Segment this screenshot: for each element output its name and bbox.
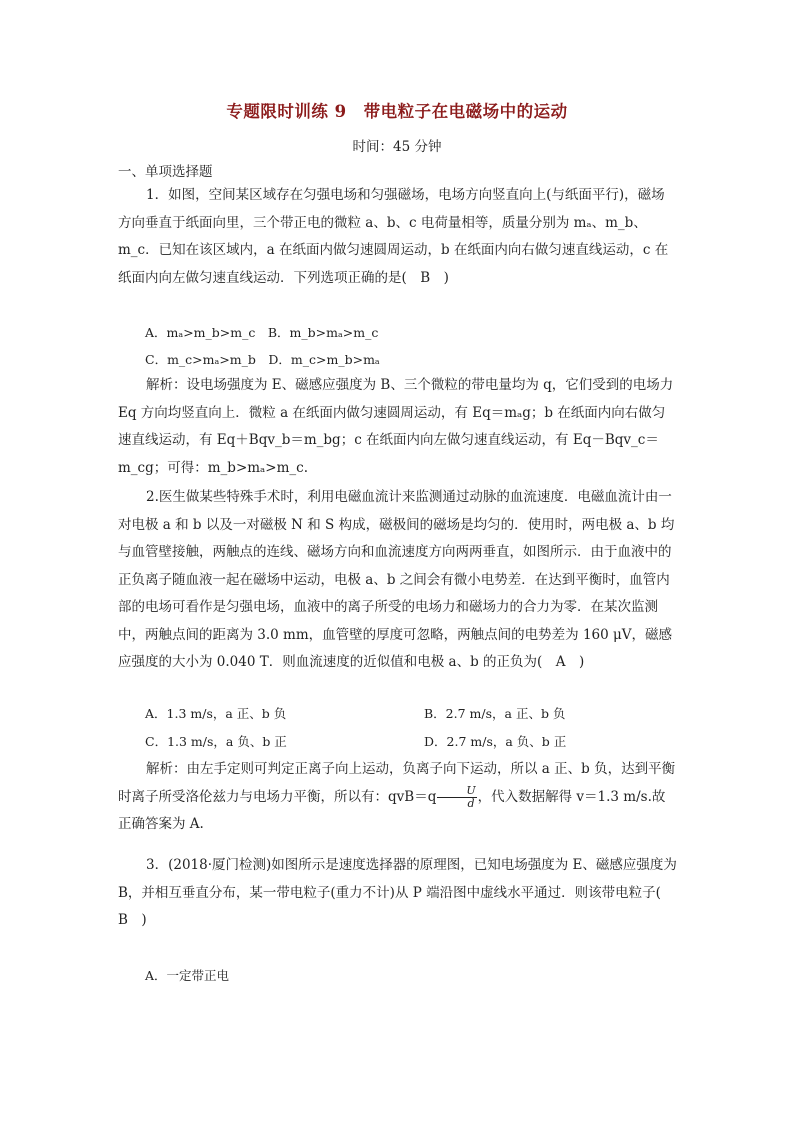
question-2-analysis	[118, 756, 678, 839]
question-2-option-b: B．2.7 m/s，a 正、b 负	[424, 706, 566, 721]
section-heading: 一、单项选择题	[118, 164, 213, 180]
question-1-stem: 1．如图，空间某区域存在匀强电场和匀强磁场，电场方向竖直向上(与纸面平行)，磁场方向垂直于纸面向里，三个带正电的微粒 a、b、c 电荷量相等，质量分别为 mₐ、m_b、m_c．已知在该区域内，a 在纸面内做匀速圆周运动，b 在纸面内向右做匀速直线运动，c 在纸面内向左做匀速直线运动．下列选项正确的是( B )	[118, 187, 669, 286]
question-2-option-d: D．2.7 m/s，a 负、b 正	[424, 734, 567, 749]
question-1-options-ab: A．mₐ>m_b>m_c B．m_b>mₐ>m_c	[145, 325, 379, 340]
question-2-analysis-text-2: ，代入数据解得 v＝1.3 m/s.故正确答案为 A.	[118, 788, 666, 832]
question-2-analysis-text-1: 解析：由左手定则可判定正离子向上运动，负离子向下运动，所以 a 正、b 负，达到平衡时离子所受洛伦兹力与电场力平衡，所以有：qvB＝q	[118, 761, 676, 805]
question-2-option-a: A．1.3 m/s，a 正、b 负	[145, 706, 287, 721]
time-limit-label: 时间：45 分钟	[352, 139, 442, 155]
fraction-denominator: d	[467, 796, 475, 810]
question-3-stem: 3．(2018·厦门检测)如图所示是速度选择器的原理图，已知电场强度为 E、磁感应强度为 B，并相互垂直分布，某一带电粒子(重力不计)从 P 端沿图中虚线水平通过．则该带电粒子( B )	[118, 857, 677, 928]
fraction-numerator: U	[437, 785, 476, 798]
page-title: 专题限时训练 9 带电粒子在电磁场中的运动	[226, 102, 568, 121]
question-1-options-cd: C．m_c>mₐ>m_b D．m_c>m_b>mₐ	[145, 352, 380, 367]
question-3-option-a: A．一定带正电	[145, 968, 230, 983]
question-2-option-c: C．1.3 m/s，a 负、b 正	[145, 734, 287, 749]
question-2-stem: 2.医生做某些特殊手术时，利用电磁血流计来监测通过动脉的血流速度．电磁血流计由一对电极 a 和 b 以及一对磁极 N 和 S 构成，磁极间的磁场是均匀的．使用时，两电极 a、b 均与血管壁接触，两触点的连线、磁场方向和血流速度方向两两垂直，如图所示．由于血液中的正负离子随血液一起在磁场中运动，电极 a、b 之间会有微小电势差．在达到平衡时，血管内部的电场可看作是匀强电场，血液中的离子所受的电场力和磁场力的合力为零．在某次监测中，两触点间的距离为 3.0 mm，血管壁的厚度可忽略，两触点间的电势差为 160 μV，磁感应强度的大小为 0.040 T．则血流速度的近似值和电极 a、b 的正负为( A )	[118, 489, 675, 670]
voltage-over-distance-fraction	[437, 785, 476, 810]
question-1-analysis: 解析：设电场强度为 E、磁感应强度为 B、三个微粒的带电量均为 q，它们受到的电场力 Eq 方向均竖直向上．微粒 a 在纸面内做匀速圆周运动，有 Eq＝mₐg；b 在纸面内向右做匀速直线运动，有 Eq＋Bqv_b＝m_bg；c 在纸面内向左做匀速直线运动，有 Eq－Bqv_c＝m_cg；可得：m_b>mₐ>m_c.	[118, 377, 674, 476]
